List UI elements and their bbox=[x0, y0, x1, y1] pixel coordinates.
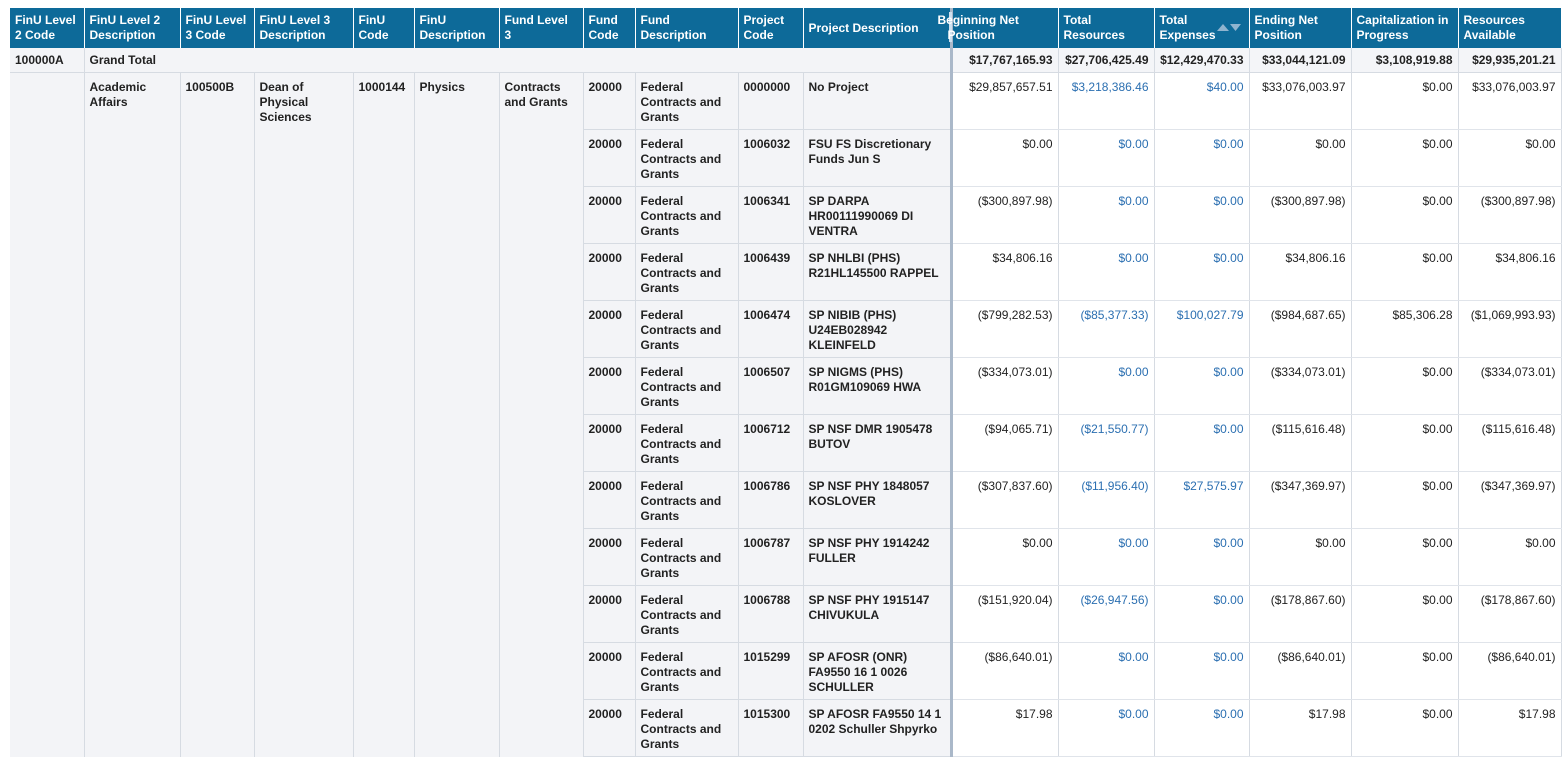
resources-available-cell: ($334,073.01) bbox=[1458, 358, 1561, 415]
total-expenses-cell[interactable]: $0.00 bbox=[1154, 415, 1249, 472]
resources-available-cell: ($300,897.98) bbox=[1458, 187, 1561, 244]
ending-net-position-cell: ($347,369.97) bbox=[1249, 472, 1351, 529]
resources-available-cell: ($115,616.48) bbox=[1458, 415, 1561, 472]
total-resources-cell[interactable]: ($21,550.77) bbox=[1058, 415, 1154, 472]
fund-code-cell: 20000 bbox=[583, 472, 635, 529]
col-header-total-expenses[interactable] bbox=[1154, 8, 1249, 48]
ending-net-position-cell: ($334,073.01) bbox=[1249, 358, 1351, 415]
capitalization-cell: $85,306.28 bbox=[1351, 301, 1458, 358]
grand-total-expenses: $12,429,470.33 bbox=[1154, 48, 1249, 73]
resources-available-cell: ($1,069,993.93) bbox=[1458, 301, 1561, 358]
fund-code-cell: 20000 bbox=[583, 700, 635, 757]
col-header-fund-l3[interactable]: Fund Level 3 bbox=[499, 8, 583, 48]
ending-net-position-cell: ($178,867.60) bbox=[1249, 586, 1351, 643]
total-resources-cell[interactable]: $0.00 bbox=[1058, 700, 1154, 757]
fund-desc-cell: Federal Contracts and Grants bbox=[635, 472, 738, 529]
project-code-cell: 1006787 bbox=[738, 529, 803, 586]
project-code-cell: 1006439 bbox=[738, 244, 803, 301]
total-resources-cell[interactable]: $0.00 bbox=[1058, 130, 1154, 187]
project-code-cell: 1006786 bbox=[738, 472, 803, 529]
grand-total-capitalization: $3,108,919.88 bbox=[1351, 48, 1458, 73]
ending-net-position-cell: ($300,897.98) bbox=[1249, 187, 1351, 244]
finu-l2-desc-cell: Academic Affairs bbox=[84, 73, 180, 757]
fund-desc-cell: Federal Contracts and Grants bbox=[635, 529, 738, 586]
grand-total-row bbox=[10, 48, 1561, 73]
total-expenses-cell[interactable]: $0.00 bbox=[1154, 130, 1249, 187]
col-header-project-desc[interactable] bbox=[803, 8, 951, 48]
total-resources-cell[interactable]: $3,218,386.46 bbox=[1058, 73, 1154, 130]
capitalization-cell: $0.00 bbox=[1351, 130, 1458, 187]
finu-l3-desc-cell: Dean of Physical Sciences bbox=[254, 73, 353, 757]
grand-total-code: 100000A bbox=[10, 48, 84, 73]
grand-total-resources: $27,706,425.49 bbox=[1058, 48, 1154, 73]
resources-available-cell: $33,076,003.97 bbox=[1458, 73, 1561, 130]
col-header-fund-desc[interactable]: Fund Description bbox=[635, 8, 738, 48]
col-header-project-desc-label: Project Description bbox=[808, 20, 919, 35]
project-desc-cell: SP NIGMS (PHS) R01GM109069 HWA bbox=[803, 358, 951, 415]
project-desc-cell: SP NSF DMR 1905478 BUTOV bbox=[803, 415, 951, 472]
total-expenses-cell[interactable]: $27,575.97 bbox=[1154, 472, 1249, 529]
grand-total-available: $29,935,201.21 bbox=[1458, 48, 1561, 73]
beginning-net-position-cell: ($300,897.98) bbox=[951, 187, 1058, 244]
beginning-net-position-cell: ($86,640.01) bbox=[951, 643, 1058, 700]
total-expenses-cell[interactable]: $0.00 bbox=[1154, 244, 1249, 301]
resources-available-cell: $0.00 bbox=[1458, 130, 1561, 187]
fund-code-cell: 20000 bbox=[583, 358, 635, 415]
project-desc-cell: SP AFOSR FA9550 14 1 0202 Schuller Shpyrko bbox=[803, 700, 951, 757]
fund-code-cell: 20000 bbox=[583, 187, 635, 244]
total-resources-cell[interactable]: ($26,947.56) bbox=[1058, 586, 1154, 643]
total-expenses-cell[interactable]: $0.00 bbox=[1154, 187, 1249, 244]
ending-net-position-cell: ($984,687.65) bbox=[1249, 301, 1351, 358]
project-code-cell: 1006474 bbox=[738, 301, 803, 358]
grand-total-label: Grand Total bbox=[84, 48, 951, 73]
project-code-cell: 1015299 bbox=[738, 643, 803, 700]
beginning-net-position-cell: $0.00 bbox=[951, 529, 1058, 586]
total-resources-cell[interactable]: ($11,956.40) bbox=[1058, 472, 1154, 529]
project-desc-cell: SP NIBIB (PHS) U24EB028942 KLEINFELD bbox=[803, 301, 951, 358]
col-header-finu-desc[interactable]: FinU Description bbox=[414, 8, 499, 48]
fund-code-cell: 20000 bbox=[583, 529, 635, 586]
project-desc-cell: SP NHLBI (PHS) R21HL145500 RAPPEL bbox=[803, 244, 951, 301]
col-header-total-resources[interactable]: Total Resources bbox=[1058, 8, 1154, 48]
fund-desc-cell: Federal Contracts and Grants bbox=[635, 244, 738, 301]
total-resources-cell[interactable]: $0.00 bbox=[1058, 529, 1154, 586]
project-desc-cell: SP NSF PHY 1914242 FULLER bbox=[803, 529, 951, 586]
col-header-capitalization[interactable]: Capitalization in Progress bbox=[1351, 8, 1458, 48]
capitalization-cell: $0.00 bbox=[1351, 586, 1458, 643]
ending-net-position-cell: $34,806.16 bbox=[1249, 244, 1351, 301]
project-desc-cell: SP NSF PHY 1915147 CHIVUKULA bbox=[803, 586, 951, 643]
project-code-cell: 1006507 bbox=[738, 358, 803, 415]
capitalization-cell: $0.00 bbox=[1351, 415, 1458, 472]
project-desc-cell: SP DARPA HR00111990069 DI VENTRA bbox=[803, 187, 951, 244]
capitalization-cell: $0.00 bbox=[1351, 472, 1458, 529]
capitalization-cell: $0.00 bbox=[1351, 358, 1458, 415]
ending-net-position-cell: ($86,640.01) bbox=[1249, 643, 1351, 700]
beginning-net-position-cell: ($151,920.04) bbox=[951, 586, 1058, 643]
beginning-net-position-cell: $29,857,657.51 bbox=[951, 73, 1058, 130]
col-header-resources-available[interactable]: Resources Available bbox=[1458, 8, 1561, 48]
ending-net-position-cell: $33,076,003.97 bbox=[1249, 73, 1351, 130]
pivot-table bbox=[10, 8, 1562, 757]
table-row bbox=[10, 73, 1561, 130]
col-header-fund-code[interactable]: Fund Code bbox=[583, 8, 635, 48]
col-header-beginning-net-position[interactable] bbox=[937, 8, 1058, 48]
finu-code-cell: 1000144 bbox=[353, 73, 414, 757]
project-code-cell: 1006341 bbox=[738, 187, 803, 244]
ending-net-position-cell: $17.98 bbox=[1249, 700, 1351, 757]
finu-l3-code-cell: 100500B bbox=[180, 73, 254, 757]
project-desc-cell: SP AFOSR (ONR) FA9550 16 1 0026 SCHULLER bbox=[803, 643, 951, 700]
fund-code-cell: 20000 bbox=[583, 244, 635, 301]
sort-arrows-icon[interactable] bbox=[1217, 22, 1241, 32]
fund-l3-cell: Contracts and Grants bbox=[499, 73, 583, 757]
fund-desc-cell: Federal Contracts and Grants bbox=[635, 130, 738, 187]
col-header-finu-l3-desc[interactable]: FinU Level 3 Description bbox=[254, 8, 353, 48]
fund-code-cell: 20000 bbox=[583, 301, 635, 358]
total-expenses-cell[interactable]: $100,027.79 bbox=[1154, 301, 1249, 358]
capitalization-cell: $0.00 bbox=[1351, 73, 1458, 130]
beginning-net-position-cell: ($799,282.53) bbox=[951, 301, 1058, 358]
project-desc-cell: No Project bbox=[803, 73, 951, 130]
beginning-net-position-cell: ($334,073.01) bbox=[951, 358, 1058, 415]
project-code-cell: 1006712 bbox=[738, 415, 803, 472]
ending-net-position-cell: ($115,616.48) bbox=[1249, 415, 1351, 472]
col-header-total-expenses-label: Total Expenses bbox=[1159, 13, 1216, 42]
total-expenses-cell[interactable]: $0.00 bbox=[1154, 700, 1249, 757]
capitalization-cell: $0.00 bbox=[1351, 187, 1458, 244]
fund-code-cell: 20000 bbox=[583, 586, 635, 643]
capitalization-cell: $0.00 bbox=[1351, 700, 1458, 757]
project-code-cell: 1015300 bbox=[738, 700, 803, 757]
fund-desc-cell: Federal Contracts and Grants bbox=[635, 187, 738, 244]
fund-desc-cell: Federal Contracts and Grants bbox=[635, 358, 738, 415]
fund-desc-cell: Federal Contracts and Grants bbox=[635, 586, 738, 643]
capitalization-cell: $0.00 bbox=[1351, 244, 1458, 301]
col-header-finu-code[interactable]: FinU Code bbox=[353, 8, 414, 48]
beginning-net-position-cell: ($94,065.71) bbox=[951, 415, 1058, 472]
pivot-table-container bbox=[10, 8, 1564, 757]
col-header-finu-l2-desc[interactable]: FinU Level 2 Description bbox=[84, 8, 180, 48]
beginning-net-position-cell: ($307,837.60) bbox=[951, 472, 1058, 529]
total-resources-cell[interactable]: $0.00 bbox=[1058, 358, 1154, 415]
beginning-net-position-cell: $17.98 bbox=[951, 700, 1058, 757]
resources-available-cell: $34,806.16 bbox=[1458, 244, 1561, 301]
total-resources-cell[interactable]: ($85,377.33) bbox=[1058, 301, 1154, 358]
fund-desc-cell: Federal Contracts and Grants bbox=[635, 643, 738, 700]
beginning-net-position-cell: $34,806.16 bbox=[951, 244, 1058, 301]
capitalization-cell: $0.00 bbox=[1351, 643, 1458, 700]
fund-code-cell: 20000 bbox=[583, 415, 635, 472]
ending-net-position-cell: $0.00 bbox=[1249, 529, 1351, 586]
resources-available-cell: $17.98 bbox=[1458, 700, 1561, 757]
total-resources-cell[interactable]: $0.00 bbox=[1058, 643, 1154, 700]
fund-code-cell: 20000 bbox=[583, 130, 635, 187]
finu-l2-code-cell bbox=[10, 73, 84, 757]
fund-desc-cell: Federal Contracts and Grants bbox=[635, 73, 738, 130]
fund-desc-cell: Federal Contracts and Grants bbox=[635, 301, 738, 358]
ending-net-position-cell: $0.00 bbox=[1249, 130, 1351, 187]
total-resources-cell[interactable]: $0.00 bbox=[1058, 187, 1154, 244]
grand-total-ending: $33,044,121.09 bbox=[1249, 48, 1351, 73]
col-header-ending-net-position[interactable]: Ending Net Position bbox=[1249, 8, 1351, 48]
project-desc-cell: SP NSF PHY 1848057 KOSLOVER bbox=[803, 472, 951, 529]
col-header-project-code[interactable]: Project Code bbox=[738, 8, 803, 48]
fund-code-cell: 20000 bbox=[583, 643, 635, 700]
resources-available-cell: ($347,369.97) bbox=[1458, 472, 1561, 529]
resources-available-cell: ($178,867.60) bbox=[1458, 586, 1561, 643]
finu-desc-cell: Physics bbox=[414, 73, 499, 757]
total-expenses-cell[interactable]: $0.00 bbox=[1154, 358, 1249, 415]
col-header-finu-l2-code[interactable]: FinU Level 2 Code bbox=[10, 8, 84, 48]
project-code-cell: 1006032 bbox=[738, 130, 803, 187]
total-expenses-cell[interactable]: $0.00 bbox=[1154, 643, 1249, 700]
col-header-beginning-net-position-label: Beginning Net Position bbox=[937, 13, 1019, 42]
project-desc-cell: FSU FS Discretionary Funds Jun S bbox=[803, 130, 951, 187]
fund-desc-cell: Federal Contracts and Grants bbox=[635, 415, 738, 472]
project-code-cell: 0000000 bbox=[738, 73, 803, 130]
total-resources-cell[interactable]: $0.00 bbox=[1058, 244, 1154, 301]
header-row bbox=[10, 8, 1561, 48]
col-header-finu-l3-code[interactable]: FinU Level 3 Code bbox=[180, 8, 254, 48]
capitalization-cell: $0.00 bbox=[1351, 529, 1458, 586]
fund-code-cell: 20000 bbox=[583, 73, 635, 130]
grand-total-beginning: $17,767,165.93 bbox=[951, 48, 1058, 73]
resources-available-cell: ($86,640.01) bbox=[1458, 643, 1561, 700]
fund-desc-cell: Federal Contracts and Grants bbox=[635, 700, 738, 757]
total-expenses-cell[interactable]: $40.00 bbox=[1154, 73, 1249, 130]
total-expenses-cell[interactable]: $0.00 bbox=[1154, 529, 1249, 586]
resources-available-cell: $0.00 bbox=[1458, 529, 1561, 586]
beginning-net-position-cell: $0.00 bbox=[951, 130, 1058, 187]
total-expenses-cell[interactable]: $0.00 bbox=[1154, 586, 1249, 643]
project-code-cell: 1006788 bbox=[738, 586, 803, 643]
